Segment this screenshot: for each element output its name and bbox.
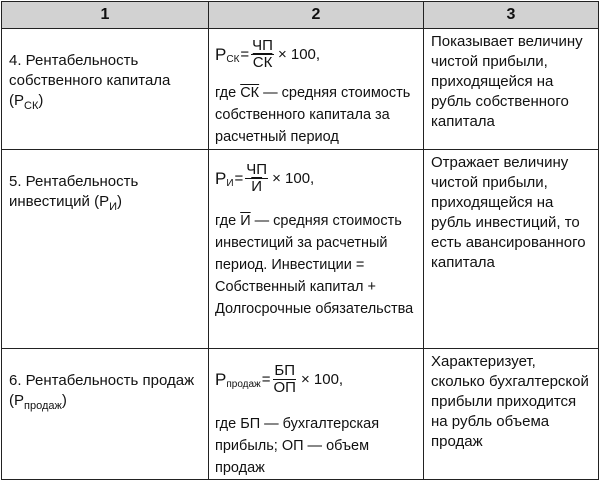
indicator-name: 5. Рентабельность инвестиций $(Р_И)$ bbox=[9, 173, 139, 213]
description-cell bbox=[424, 29, 599, 150]
header-col-3: 3 bbox=[424, 2, 599, 29]
formula-note: где И — средняя стоимость инвестиций за расчетный период. Инвестиции = Собственный капитал + Долгосрочные обязательства bbox=[215, 213, 414, 317]
indicator-subscript: СК bbox=[24, 100, 39, 112]
indicator-name: 4. Рентабельность собственного капитала $(Р_{СК})$ bbox=[9, 52, 171, 112]
formula: Р И = $\frac{ЧП}{И}$ × 100, bbox=[215, 161, 315, 195]
formula-cell bbox=[209, 349, 424, 480]
indicator-description: Показывает величину чистой прибыли, приходящейся на рубль собственного капитала bbox=[431, 33, 583, 130]
description-cell bbox=[424, 349, 599, 480]
indicator-subscript: И bbox=[109, 201, 117, 213]
indicator-subscript: продаж bbox=[24, 400, 62, 412]
indicator-description: Характеризует, сколько бухгалтерской прибыли приходится на рубль объема продаж bbox=[431, 353, 589, 450]
indicator-name: 6. Рентабельность продаж $(Р_{продаж})$ bbox=[9, 372, 195, 412]
formula-fraction: $\frac{БП}{ОП}$ bbox=[273, 362, 296, 396]
formula: Р СК = $\frac{ЧП}{СК}$ × 100, bbox=[215, 37, 321, 71]
formula-note: где БП — бухгалтерская прибыль; ОП — объем продаж bbox=[215, 416, 380, 476]
header-col-2: 2 bbox=[209, 2, 424, 29]
formula-cell bbox=[209, 150, 424, 349]
table-row bbox=[2, 349, 599, 480]
table-header-row bbox=[2, 2, 599, 29]
table-row bbox=[2, 150, 599, 349]
formula-fraction: $\frac{ЧП}{И}$ bbox=[246, 161, 268, 195]
ratio-table bbox=[1, 1, 599, 480]
indicator-description: Отражает величину чистой прибыли, приходящейся на рубль инвестиций, то есть авансированного капитала bbox=[431, 154, 586, 271]
formula: Р продаж = $\frac{БП}{ОП}$ × 100, bbox=[215, 362, 344, 396]
header-col-1: 1 bbox=[2, 2, 209, 29]
indicator-cell bbox=[2, 29, 209, 150]
description-cell bbox=[424, 150, 599, 349]
indicator-cell bbox=[2, 150, 209, 349]
formula-fraction: $\frac{ЧП}{СК}$ bbox=[252, 37, 273, 71]
formula-cell bbox=[209, 29, 424, 150]
table-row bbox=[2, 29, 599, 150]
formula-note: где СК — средняя стоимость собственного капитала за расчетный период bbox=[215, 85, 411, 145]
indicator-cell bbox=[2, 349, 209, 480]
